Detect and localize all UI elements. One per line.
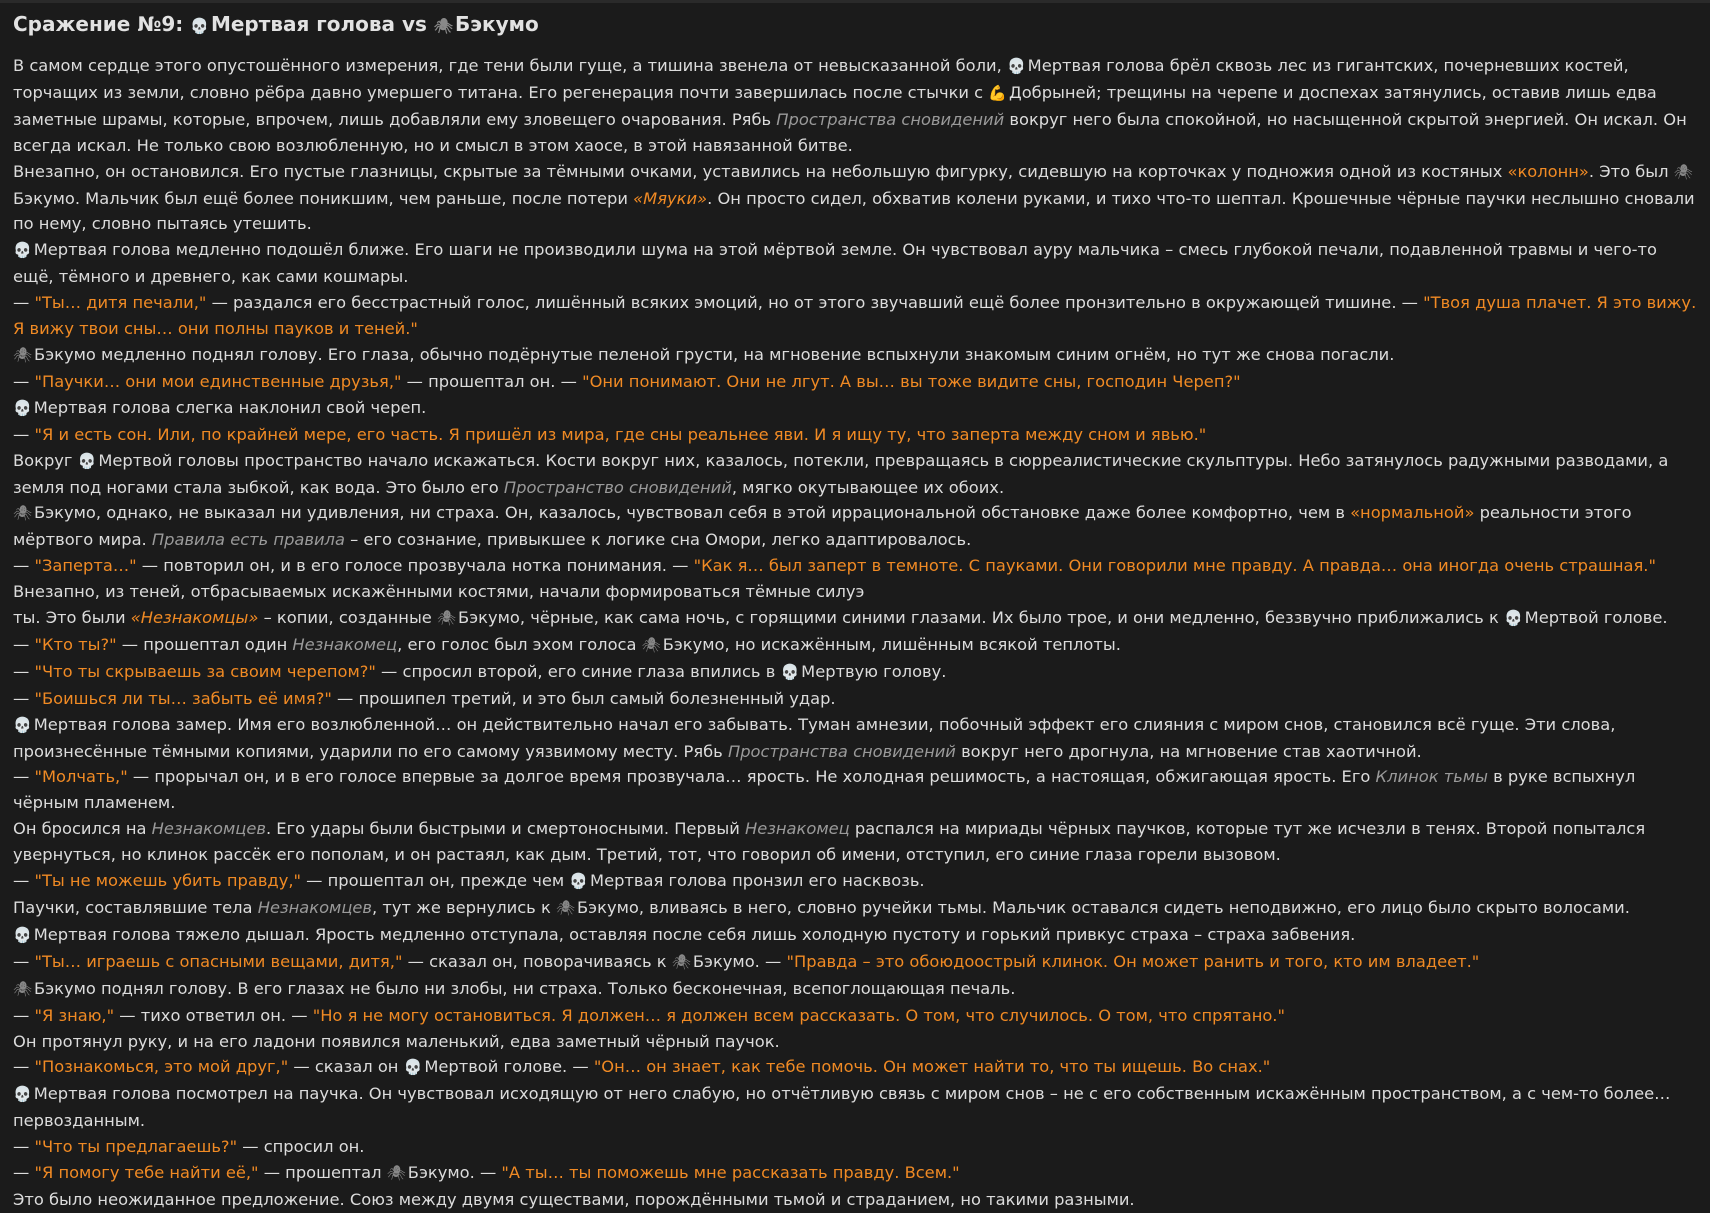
dialogue-line: — "Я помогу тебе найти её," — прошептал 🕷 Бэкумо. — "А ты… ты поможешь мне рассказать правду. Всем." [13,1160,1700,1187]
dialogue-line: — "Что ты предлагаешь?" — спросил он. [13,1137,365,1157]
paragraph: 💀 Мертвая голова медленно подошёл ближе. Его шаги не производили шума на этой мёртвой земле. Он чувствовал ауру мальчика – смесь глубокой печали, подавленной травмы и чего-то ещё, тёмного и древнего, как сами кошмары. [13,237,1700,290]
dialogue-line: — "Я и есть сон. Или, по крайней мере, его часть. Я пришёл из мира, где сны реальнее яви. И я ищу ту, что заперта между сном и явью." [13,424,1207,444]
dialogue-line: — "Молчать," — прорычал он, и в его голосе впервые за долгое время прозвучала… ярость. Не холодная решимость, а настоящая, обжигающая ярость. Его Клинок тьмы в руке вспыхнул чёрным пламенем. [13,767,1636,813]
spider-icon [642,636,661,654]
dialogue-line: — "Познакомься, это мой друг," — сказал он 💀 Мертвой голове. — "Он… он знает, как тебе помочь. Он может найти то, что ты ищешь. Во снах." [13,1054,1700,1081]
spider-icon [556,899,575,917]
skull-icon [13,716,32,734]
spider-icon [672,953,691,971]
spider-icon [13,504,32,522]
skull-icon [13,241,32,259]
paragraph: 💀 Мертвая голова слегка наклонил свой череп. [13,395,1700,422]
skull-icon [1504,609,1523,627]
spider-icon [434,17,453,35]
dialogue-line: — "Заперта…" — повторил он, и в его голосе прозвучала нотка понимания. — "Как я… был заперт в темноте. С пауками. Они говорили мне правду. А правда… она иногда очень страшная." [13,556,1656,576]
skull-icon [13,926,32,944]
dialogue-line: — "Паучки… они мои единственные друзья," — прошептал он. — "Они понимают. Они не лгут. А вы… вы тоже видите сны, господин Череп?" [13,371,1241,391]
paragraph: 💀 Мертвая голова замер. Имя его возлюбленной… он действительно начал его забывать. Туман амнезии, побочный эффект его слияния с миром снов, становился всё гуще. Эти слова, произнесённые тёмными копиями, ударили по его самому уязвимому месту. Рябь Пространства сновидений вокруг него дрогнула, на мгновение став хаотичной. [13,712,1700,765]
skull-icon [78,452,97,470]
content [0,3,1710,1213]
spider-icon [13,980,32,998]
paragraph: Он протянул руку, и на его ладони появился маленький, едва заметный чёрный паучок. [13,1031,780,1051]
paragraph: Внезапно, он остановился. Его пустые глазницы, скрытые за тёмными очками, уставились на небольшую фигурку, сидевшую на корточках у подножия одной из костяных «колонн». Это был 🕷 Бэкумо. Мальчик был ещё более поникшим, чем раньше, после потери «Мяуки». Он просто сидел, обхватив колени руками, и тихо что-то шептал. Крошечные чёрные паучки неслышно сновали по нему, словно пытаясь утешить. [13,159,1700,238]
paragraph: 🕷 Бэкумо, однако, не выказал ни удивления, ни страха. Он, казалось, чувствовал себя в этой иррациональной обстановке даже более комфортно, чем в «нормальной» реальности этого мёртвого мира. Правила есть правила – его сознание, привыкшее к логике сна Омори, легко адаптировалось. [13,500,1700,553]
paragraph: 🕷 Бэкумо поднял голову. В его глазах не было ни злобы, ни страха. Только бесконечная, всепоглощающая печаль. [13,976,1700,1003]
paragraph: ты. Это были «Незнакомцы» – копии, созданные 🕷 Бэкумо, чёрные, как сама ночь, с горящими синими глазами. Их было трое, и они медленно, беззвучно приближались к 💀 Мертвой голове. [13,605,1700,632]
spider-icon [437,609,456,627]
dialogue-line: — "Кто ты?" — прошептал один Незнакомец, его голос был эхом голоса 🕷 Бэкумо, но искажённым, лишённым всякой теплоты. [13,632,1700,659]
dialogue-line: — "Я знаю," — тихо ответил он. — "Но я не могу остановиться. Я должен… я должен всем рассказать. О том, что случилось. О том, что спрятано." [13,1005,1285,1025]
paragraph: 💀 Мертвая голова посмотрел на паучка. Он чувствовал исходящую от него слабую, но отчётливую связь с миром снов – не с его собственным искажённым пространством, а с чем-то более… первозданным. [13,1081,1700,1134]
dialogue-line: — "Ты… играешь с опасными вещами, дитя," — сказал он, поворачиваясь к 🕷 Бэкумо. — "Правда – это обоюдоострый клинок. Он может ранить и того, кто им владеет." [13,949,1700,976]
skull-icon [190,17,209,35]
skull-icon [13,399,32,417]
paragraph: Вокруг 💀 Мертвой головы пространство начало искажаться. Кости вокруг них, казалось, потекли, превращаясь в сюрреалистические скульптуры. Небо затянулось радужными разводами, а земля под ногами стала зыбкой, как вода. Это было его Пространство сновидений, мягко окутывающее их обоих. [13,448,1700,501]
skull-icon [13,1085,32,1103]
spider-icon [13,346,32,364]
skull-icon [569,872,588,890]
paragraph: Внезапно, из теней, отбрасываемых искажёнными костями, начали формироваться тёмные силуэ [13,582,865,602]
spider-icon [1674,163,1693,181]
paragraph: 🕷 Бэкумо медленно поднял голову. Его глаза, обычно подёрнутые пеленой грусти, на мгновение вспыхнули знакомым синим огнём, но тут же снова погасли. [13,342,1700,369]
paragraph: Это было неожиданное предложение. Союз между двумя существами, порождёнными тьмой и страданием, но такими разными. [13,1189,1135,1209]
spider-icon [387,1164,406,1182]
dialogue-line: — "Ты не можешь убить правду," — прошептал он, прежде чем 💀 Мертвая голова пронзил его насквозь. [13,868,1700,895]
skull-icon [404,1058,423,1076]
paragraph: В самом сердце этого опустошённого измерения, где тени были гуще, а тишина звенела от невысказанной боли, 💀 Мертвая голова брёл сквозь лес из гигантских, почерневших костей, торчащих из земли, словно рёбра давно умершего титана. Его регенерация почти завершилась после стычки с 💪 Добрыней; трещины на черепе и доспехах затянулись, оставив лишь едва заметные шрамы, которые, впрочем, лишь добавляли ему зловещего очарования. Рябь Пространства сновидений вокруг него была спокойной, но насыщенной скрытой энергией. Он искал. Он всегда искал. Не только свою возлюбленную, но и смысл в этом хаосе, в этой навязанной битве. [13,53,1700,159]
page-title: Сражение №9: 💀 Мертвая голова vs 🕷 Бэкумо [13,9,1700,41]
paragraph: Он бросился на Незнакомцев. Его удары были быстрыми и смертоносными. Первый Незнакомец распался на мириады чёрных паучков, которые тут же исчезли в тенях. Второй попытался увернуться, но клинок рассёк его пополам, и он растаял, как дым. Третий, тот, что говорил об имени, отступил, его синие глаза горели вызовом. [13,819,1646,865]
dialogue-line: — "Боишься ли ты… забыть её имя?" — прошипел третий, и это был самый болезненный удар. [13,688,836,708]
paragraph: 💀 Мертвая голова тяжело дышал. Ярость медленно отступала, оставляя после себя лишь холодную пустоту и горький привкус страха – страха забвения. [13,922,1700,949]
dialogue-line: — "Ты… дитя печали," — раздался его бесстрастный голос, лишённый всяких эмоций, но от этого звучавший ещё более пронзительно в окружающей тишине. — "Твоя душа плачет. Я это вижу. Я вижу твои сны… они полны пауков и теней." [13,293,1697,339]
skull-icon [1007,57,1026,75]
dialogue-line: — "Что ты скрываешь за своим черепом?" — спросил второй, его синие глаза впились в 💀 Мертвую голову. [13,659,1700,686]
muscle-icon [988,84,1007,102]
skull-icon [780,663,799,681]
paragraph: Паучки, составлявшие тела Незнакомцев, тут же вернулись к 🕷 Бэкумо, вливаясь в него, словно ручейки тьмы. Мальчик оставался сидеть неподвижно, его лицо было скрыто волосами. [13,895,1700,922]
